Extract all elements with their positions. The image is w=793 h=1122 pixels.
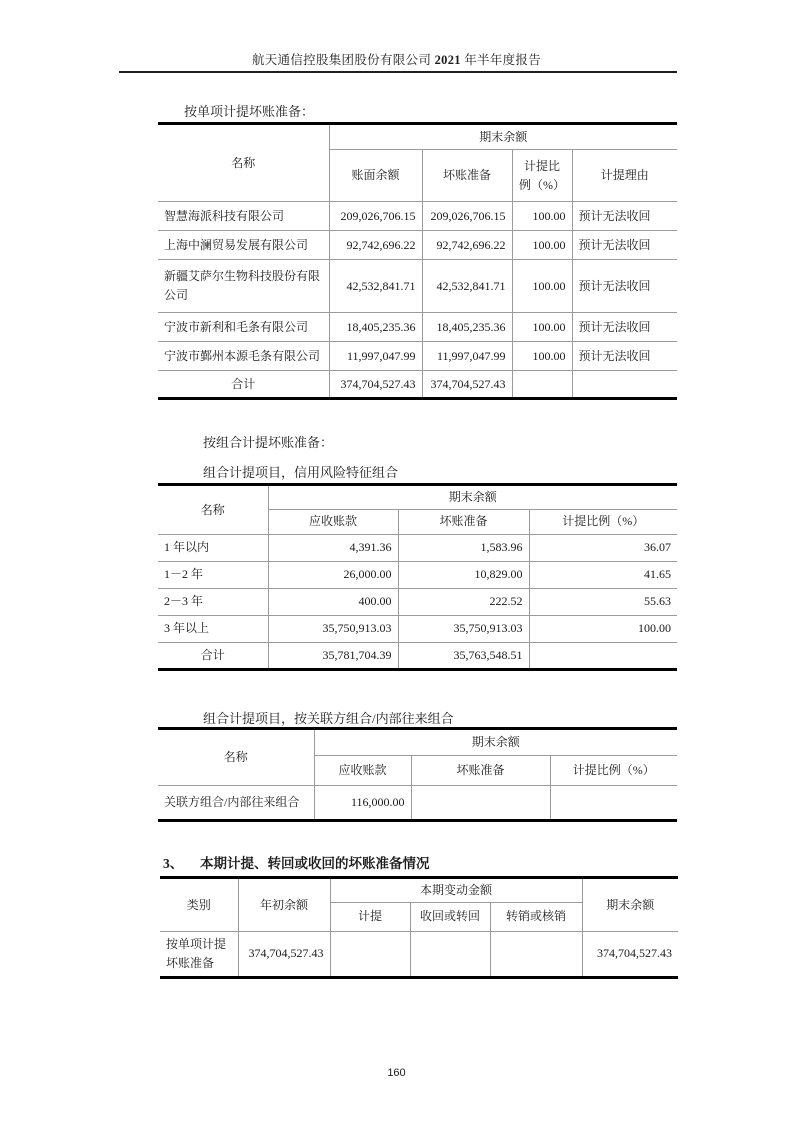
cell-beginning-balance: 374,704,527.43 bbox=[238, 931, 330, 977]
cell-ratio: 100.00 bbox=[512, 202, 572, 231]
page-number: 160 bbox=[387, 1067, 406, 1079]
header-title-suffix: 年半年度报告 bbox=[460, 53, 542, 67]
cell-total-label: 合计 bbox=[158, 371, 329, 399]
col-header-provision-reason: 计提理由 bbox=[572, 150, 677, 202]
table-row bbox=[158, 231, 677, 260]
col-header-receivable: 应收账款 bbox=[314, 756, 411, 786]
cell-ratio: 100.00 bbox=[512, 231, 572, 260]
cell-receivable: 26,000.00 bbox=[268, 561, 398, 588]
cell-provision: 92,742,696.22 bbox=[422, 231, 512, 260]
cell-reason: 预计无法收回 bbox=[572, 231, 677, 260]
cell-empty bbox=[330, 931, 410, 977]
cell-provision: 1,583.96 bbox=[398, 534, 529, 561]
table-total-row bbox=[158, 371, 677, 399]
cell-aging-label: 1－2 年 bbox=[158, 561, 268, 588]
table-row bbox=[158, 615, 677, 642]
cell-total-book-balance: 374,704,527.43 bbox=[329, 371, 422, 399]
cell-receivable: 35,750,913.03 bbox=[268, 615, 398, 642]
related-party-table bbox=[158, 727, 677, 822]
cell-book-balance: 42,532,841.71 bbox=[329, 260, 422, 313]
cell-empty bbox=[529, 642, 677, 669]
col-header-name: 名称 bbox=[158, 124, 329, 202]
table-row bbox=[158, 313, 677, 342]
col-header-accrual: 计提 bbox=[330, 902, 410, 931]
col-header-provision-ratio: 计提比例（%） bbox=[529, 509, 677, 534]
cell-provision: 35,750,913.03 bbox=[398, 615, 529, 642]
cell-ratio: 100.00 bbox=[512, 342, 572, 371]
cell-ending-balance: 374,704,527.43 bbox=[582, 931, 678, 977]
group-provision-subtitle: 组合计提项目，信用风险特征组合 bbox=[203, 465, 399, 480]
cell-receivable: 4,391.36 bbox=[268, 534, 398, 561]
credit-risk-group-table bbox=[158, 483, 677, 671]
table-row bbox=[158, 786, 677, 821]
cell-aging-label: 3 年以上 bbox=[158, 615, 268, 642]
cell-provision: 10,829.00 bbox=[398, 561, 529, 588]
cell-total-receivable: 35,781,704.39 bbox=[268, 642, 398, 669]
provision-change-table bbox=[160, 876, 678, 979]
cell-ratio: 36.07 bbox=[529, 534, 677, 561]
single-provision-table bbox=[158, 122, 677, 400]
cell-empty bbox=[512, 371, 572, 399]
col-header-bad-debt-provision: 坏账准备 bbox=[422, 150, 512, 202]
group-header-ending-balance: 期末余额 bbox=[329, 124, 677, 150]
group-header-period-change: 本期变动金额 bbox=[330, 878, 582, 903]
cell-book-balance: 11,997,047.99 bbox=[329, 342, 422, 371]
related-party-title: 组合计提项目，按关联方组合/内部往来组合 bbox=[203, 711, 454, 726]
cell-aging-label: 1 年以内 bbox=[158, 534, 268, 561]
cell-company-name: 智慧海派科技有限公司 bbox=[158, 202, 329, 231]
cell-portfolio-name: 关联方组合/内部往来组合 bbox=[158, 786, 314, 821]
table-header-row bbox=[160, 878, 678, 903]
header-divider bbox=[119, 71, 677, 73]
cell-company-name: 新疆艾萨尔生物科技股份有限公司 bbox=[158, 260, 329, 313]
cell-empty bbox=[410, 931, 490, 977]
section3-heading bbox=[163, 852, 430, 872]
cell-ratio: 100.00 bbox=[512, 260, 572, 313]
cell-empty bbox=[490, 931, 582, 977]
section3-title: 本期计提、转回或收回的坏账准备情况 bbox=[200, 856, 430, 871]
cell-empty bbox=[550, 786, 677, 821]
col-header-writeoff: 转销或核销 bbox=[490, 902, 582, 931]
table-row bbox=[158, 534, 677, 561]
cell-ratio: 41.65 bbox=[529, 561, 677, 588]
col-header-name: 名称 bbox=[158, 485, 268, 535]
cell-company-name: 宁波市新利和毛条有限公司 bbox=[158, 313, 329, 342]
table-header-row bbox=[158, 729, 677, 756]
cell-total-label: 合计 bbox=[158, 642, 268, 669]
table-row bbox=[158, 260, 677, 313]
table-row bbox=[158, 202, 677, 231]
cell-provision: 222.52 bbox=[398, 588, 529, 615]
cell-book-balance: 18,405,235.36 bbox=[329, 313, 422, 342]
col-header-name: 名称 bbox=[158, 729, 314, 786]
table-header-row bbox=[158, 124, 677, 150]
col-header-provision-ratio: 计提比例（%） bbox=[512, 150, 572, 202]
col-header-ending-balance: 期末余额 bbox=[582, 878, 678, 932]
cell-company-name: 上海中澜贸易发展有限公司 bbox=[158, 231, 329, 260]
cell-total-provision: 35,763,548.51 bbox=[398, 642, 529, 669]
cell-reason: 预计无法收回 bbox=[572, 342, 677, 371]
cell-book-balance: 92,742,696.22 bbox=[329, 231, 422, 260]
table-row bbox=[158, 342, 677, 371]
cell-receivable: 400.00 bbox=[268, 588, 398, 615]
col-header-receivable: 应收账款 bbox=[268, 509, 398, 534]
table-header-row bbox=[158, 485, 677, 510]
cell-empty bbox=[572, 371, 677, 399]
page-header-title bbox=[0, 50, 793, 68]
single-provision-title: 按单项计提坏账准备： bbox=[184, 104, 315, 119]
cell-reason: 预计无法收回 bbox=[572, 202, 677, 231]
cell-company-name: 宁波市鄞州本源毛条有限公司 bbox=[158, 342, 329, 371]
cell-ratio: 55.63 bbox=[529, 588, 677, 615]
col-header-book-balance: 账面余额 bbox=[329, 150, 422, 202]
table-row bbox=[160, 931, 678, 977]
col-header-bad-debt-provision: 坏账准备 bbox=[411, 756, 550, 786]
table-row bbox=[158, 588, 677, 615]
group-header-ending-balance: 期末余额 bbox=[268, 485, 677, 510]
cell-reason: 预计无法收回 bbox=[572, 313, 677, 342]
header-title-year: 2021 bbox=[434, 53, 461, 67]
cell-book-balance: 209,026,706.15 bbox=[329, 202, 422, 231]
table-total-row bbox=[158, 642, 677, 669]
cell-provision: 18,405,235.36 bbox=[422, 313, 512, 342]
cell-total-provision: 374,704,527.43 bbox=[422, 371, 512, 399]
section3-number: 3、 bbox=[163, 856, 184, 871]
group-provision-title: 按组合计提坏账准备： bbox=[203, 435, 334, 450]
col-header-bad-debt-provision: 坏账准备 bbox=[398, 509, 529, 534]
cell-provision: 209,026,706.15 bbox=[422, 202, 512, 231]
cell-provision: 11,997,047.99 bbox=[422, 342, 512, 371]
group-header-ending-balance: 期末余额 bbox=[314, 729, 677, 756]
cell-ratio: 100.00 bbox=[512, 313, 572, 342]
cell-category: 按单项计提坏账准备 bbox=[160, 931, 238, 977]
col-header-recover: 收回或转回 bbox=[410, 902, 490, 931]
col-header-beginning-balance: 年初余额 bbox=[238, 878, 330, 932]
cell-empty bbox=[411, 786, 550, 821]
cell-receivable: 116,000.00 bbox=[314, 786, 411, 821]
cell-ratio: 100.00 bbox=[529, 615, 677, 642]
cell-aging-label: 2－3 年 bbox=[158, 588, 268, 615]
col-header-provision-ratio: 计提比例（%） bbox=[550, 756, 677, 786]
header-title-prefix: 航天通信控股集团股份有限公司 bbox=[251, 53, 435, 67]
cell-provision: 42,532,841.71 bbox=[422, 260, 512, 313]
table-row bbox=[158, 561, 677, 588]
cell-reason: 预计无法收回 bbox=[572, 260, 677, 313]
col-header-category: 类别 bbox=[160, 878, 238, 932]
